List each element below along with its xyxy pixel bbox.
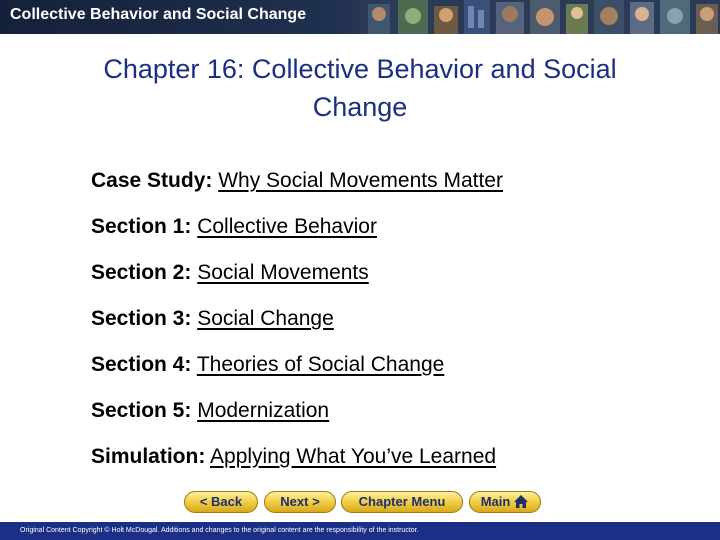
link-section-1[interactable]: Collective Behavior: [197, 215, 377, 238]
list-item-case-study: [91, 165, 651, 211]
link-section-5[interactable]: Modernization: [197, 399, 330, 422]
chapter-title: Chapter 16: Collective Behavior and Social Change: [103, 54, 617, 122]
list-item-section-2: [91, 257, 651, 303]
back-button[interactable]: < Back: [184, 491, 258, 513]
header-collage-image: [360, 0, 720, 34]
chapter-contents-list: [91, 165, 651, 487]
link-section-3[interactable]: Social Change: [197, 307, 334, 330]
link-case-study[interactable]: Why Social Movements Matter: [218, 169, 503, 192]
list-item-label: Section 5:: [91, 399, 192, 422]
link-section-4[interactable]: Theories of Social Change: [196, 353, 445, 376]
main-button[interactable]: [469, 491, 541, 513]
home-icon: [513, 494, 529, 509]
list-item-simulation: [91, 441, 651, 487]
list-item-label: Section 1:: [91, 215, 192, 238]
list-item-label: Section 4:: [91, 353, 192, 376]
list-item-section-1: [91, 211, 651, 257]
chapter-menu-button[interactable]: Chapter Menu: [341, 491, 463, 513]
header-title: Collective Behavior and Social Change: [10, 6, 307, 23]
copyright-text: Original Content Copyright © Holt McDougal. Additions and changes to the original content are the responsibility of the instructor.: [20, 527, 419, 534]
list-item-label: Simulation:: [91, 445, 206, 468]
list-item-section-5: [91, 395, 651, 441]
list-item-label: Section 3:: [91, 307, 192, 330]
list-item-label: Case Study:: [91, 169, 213, 192]
header-bar: [0, 0, 720, 34]
footer-bar: [0, 522, 720, 540]
next-button[interactable]: Next >: [264, 491, 336, 513]
navigation-bar: [0, 491, 720, 515]
main-button-label: Main: [480, 494, 511, 509]
list-item-section-3: [91, 303, 651, 349]
link-simulation[interactable]: Applying What You’ve Learned: [210, 445, 497, 468]
list-item-label: Section 2:: [91, 261, 192, 284]
list-item-section-4: [91, 349, 651, 395]
link-section-2[interactable]: Social Movements: [197, 261, 369, 284]
